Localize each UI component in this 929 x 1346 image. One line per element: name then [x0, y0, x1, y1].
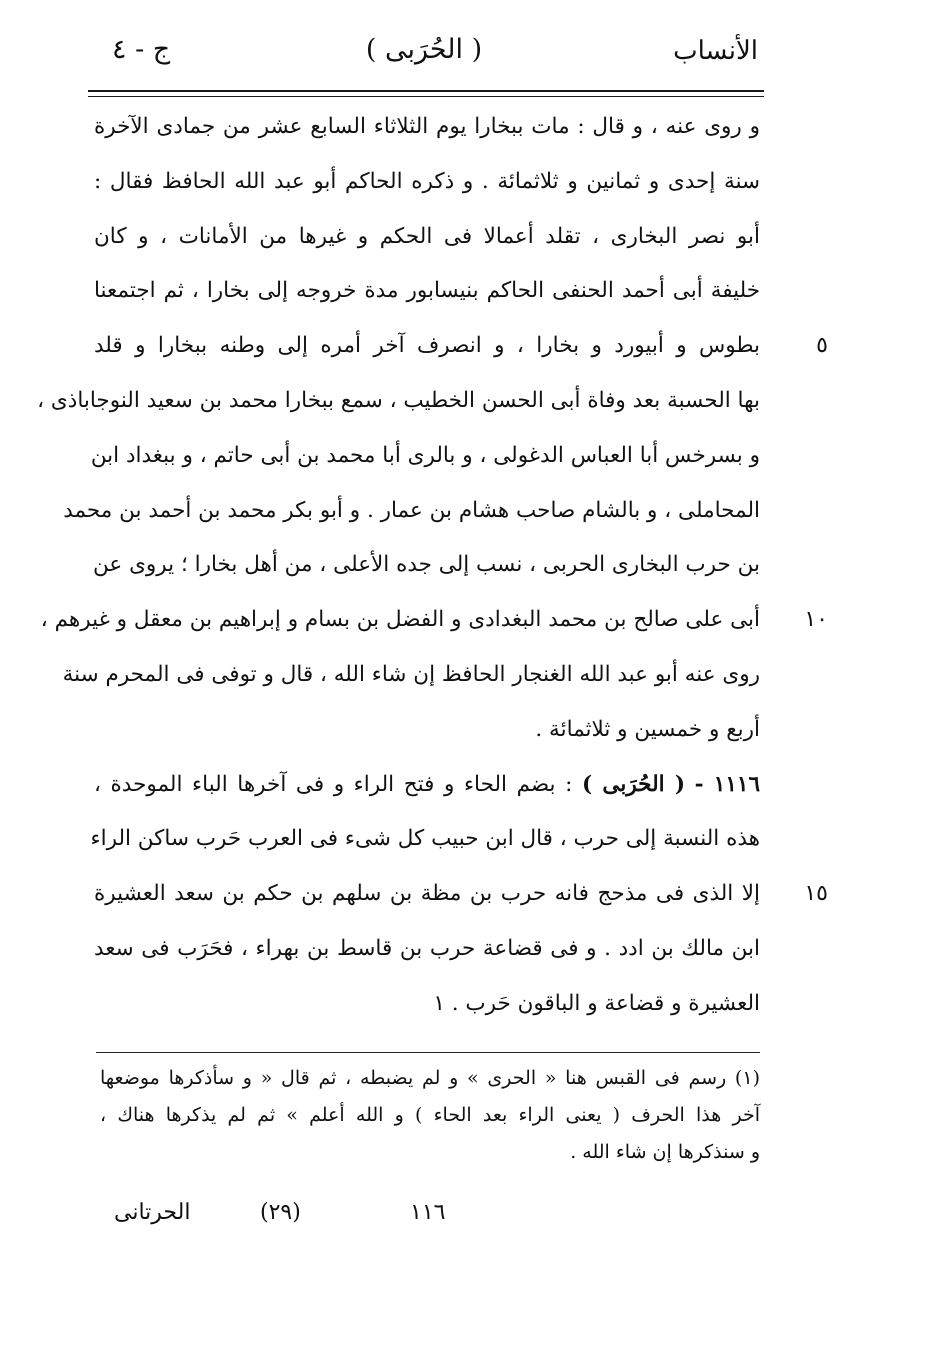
text-line: بن حرب البخارى الحربى ، نسب إلى جده الأعلى ، من أهل بخارا ؛ يروى عن	[93, 552, 760, 578]
volume-number: ج - ٤	[112, 34, 171, 65]
text-line: بها الحسبة بعد وفاة أبى الحسن الخطيب ، سمع ببخارا محمد بن سعيد النوجاباذى ،	[37, 387, 760, 413]
line-number: ١٥	[804, 881, 828, 907]
entry-title: ( الحُرَبى )	[582, 771, 686, 797]
text-line: ١٥ إلا الذى فى مذحج فانه حرب بن مظة بن سلهم بن حكم بن سعد العشيرة	[94, 867, 760, 922]
main-text	[37, 100, 828, 1032]
text-line: ١٠ أبى على صالح بن محمد البغدادى و الفضل بن بسام و إبراهيم بن معقل و غيرهم ،	[94, 593, 760, 648]
text-line: العشيرة و قضاعة و الباقون حَرب . ١	[433, 990, 760, 1016]
header-rule	[88, 90, 764, 92]
entry-heading-line: ١١١٦ - ( الحُرَبى ) : بضم الحاء و فتح الراء و فى آخرها الباء الموحدة ،	[94, 771, 760, 797]
text-line: و روى عنه ، و قال : مات ببخارا يوم الثلاثاء السابع عشر من جمادى الآخرة	[94, 114, 760, 139]
text-line: ٥ بطوس و أبيورد و بخارا ، و انصرف آخر أمره إلى وطنه ببخارا و قلد	[94, 319, 760, 374]
footnote-rule	[96, 1052, 760, 1053]
text-line: ابن مالك بن ادد . و فى قضاعة حرب بن قاسط بن بهراء ، فحَرَب فى سعد	[94, 935, 760, 961]
footnote-line: (١) رسم فى القبس هنا « الحرى » و لم يضبطه ، ثم قال « و سأذكرها موضعها	[100, 1067, 760, 1089]
text-line: روى عنه أبو عبد الله الغنجار الحافظ إن شاء الله ، قال و توفى فى المحرم سنة	[62, 661, 760, 687]
entry-number: ١١١٦ -	[694, 771, 760, 797]
text-line: هذه النسبة إلى حرب ، قال ابن حبيب كل شىء فى العرب حَرب ساكن الراء	[90, 826, 760, 852]
text-line: و بسرخس أبا العباس الدغولى ، و بالرى أبا محمد بن أبى حاتم ، و ببغداد ابن	[90, 442, 760, 468]
line-number: ٥	[816, 333, 828, 359]
text-line: أبو نصر البخارى ، تقلد أعمالا فى الحكم و غيرها من الأمانات ، و كان	[94, 223, 760, 249]
footnotes	[100, 1060, 760, 1171]
text-line: خليفة أبى أحمد الحنفى الحاكم بنيسابور مدة خروجه إلى بخارا ، ثم اجتمعنا	[94, 278, 760, 304]
line-number: ١٠	[804, 607, 828, 633]
signature-mark: (٢٩)	[260, 1200, 301, 1225]
page-footer	[100, 1200, 500, 1240]
book-title: الأنساب	[673, 36, 758, 66]
text-line: سنة إحدى و ثمانين و ثلاثمائة . و ذكره الحاكم أبو عبد الله الحافظ فقال :	[94, 168, 760, 194]
section-title: ( الحُرَبى )	[365, 34, 483, 65]
footnote-line: آخر هذا الحرف ( يعنى الراء بعد الحاء ) و الله أعلم » ثم لم يذكرها هناك ،	[100, 1104, 760, 1126]
header-rule-thin	[88, 96, 764, 97]
text-line: أربع و خمسين و ثلاثمائة .	[535, 716, 760, 742]
page-number: ١١٦	[410, 1200, 446, 1225]
catchword: الحرتانى	[114, 1200, 191, 1225]
footnote-line: و سنذكرها إن شاء الله .	[570, 1141, 760, 1163]
running-head	[90, 30, 758, 76]
text-line: المحاملى ، و بالشام صاحب هشام بن عمار . و أبو بكر محمد بن أحمد بن محمد	[63, 497, 760, 523]
